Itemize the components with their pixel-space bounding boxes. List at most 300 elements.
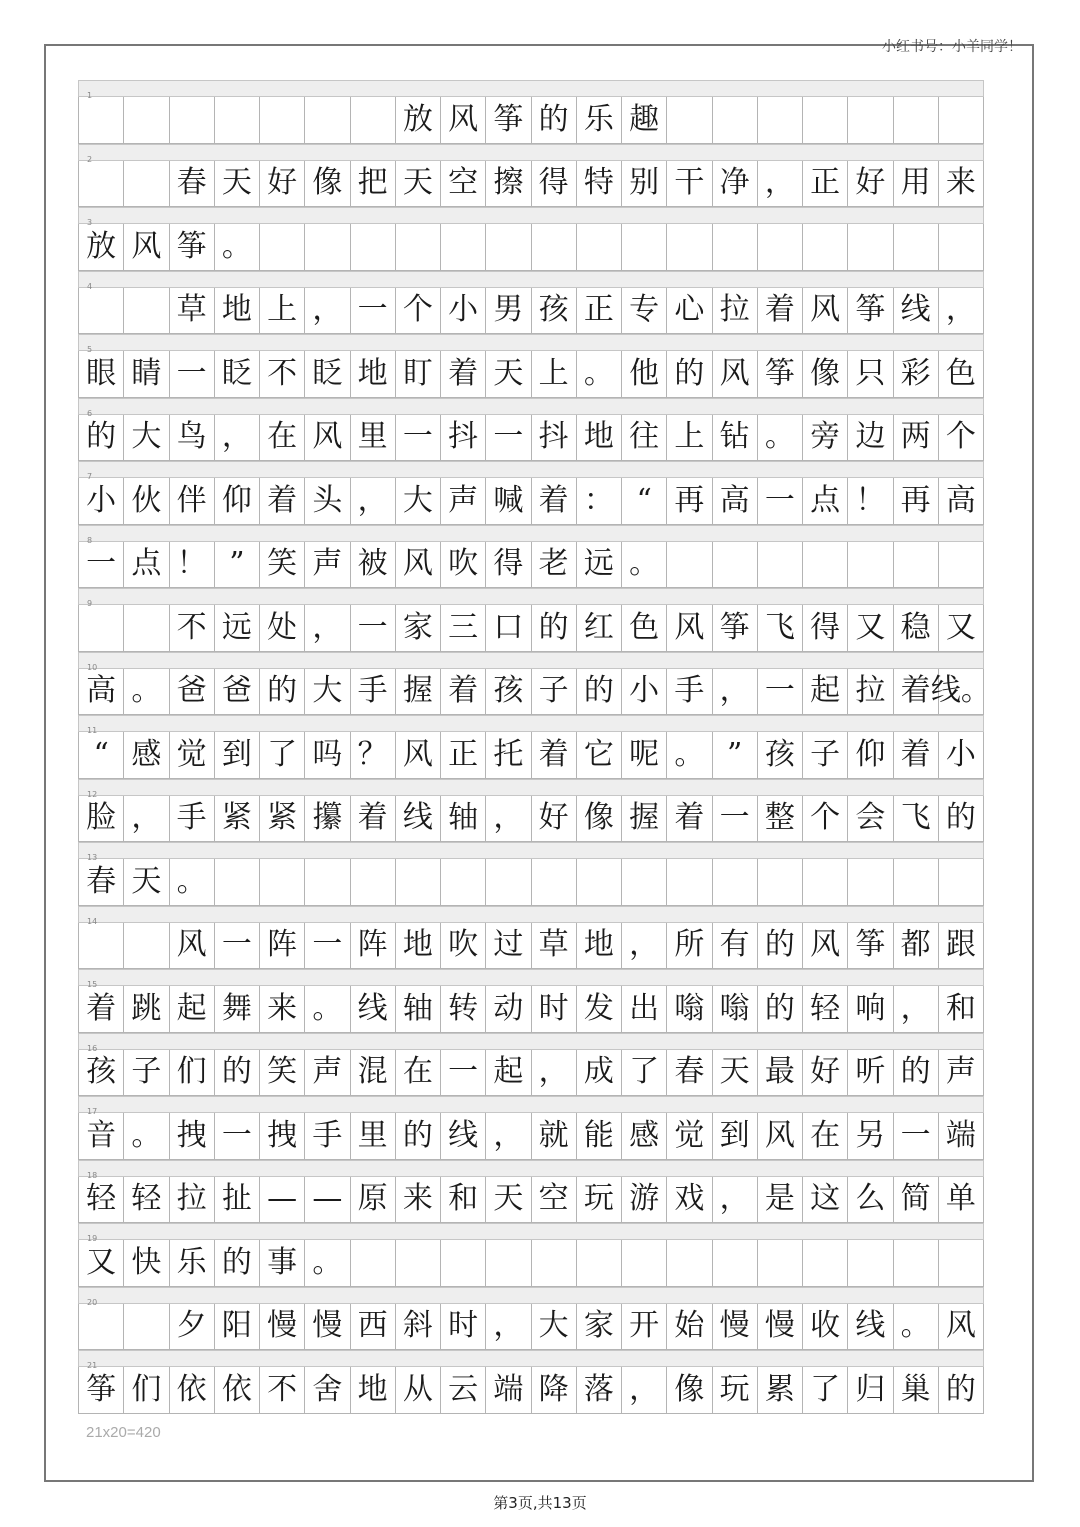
row-cells bbox=[78, 161, 984, 208]
grid-cell: 风 bbox=[170, 923, 215, 970]
grid-cell: 抖 bbox=[441, 415, 486, 462]
grid-cell: 仰 bbox=[848, 732, 893, 779]
grid-cell: 了 bbox=[260, 732, 305, 779]
grid-cell: 手 bbox=[351, 669, 396, 716]
grid-cell: 春 bbox=[667, 1050, 712, 1097]
grid-cell: 线 bbox=[441, 1113, 486, 1160]
grid-cell: 小 bbox=[441, 288, 486, 335]
watermark: 小红书号：小羊同学！ bbox=[882, 39, 1022, 55]
grid-cell: 着 bbox=[441, 669, 486, 716]
grid-cell: 旁 bbox=[803, 415, 848, 462]
grid-cell bbox=[170, 97, 215, 144]
grid-cell: 一 bbox=[351, 605, 396, 652]
grid-cell: 有 bbox=[713, 923, 758, 970]
grid-cell: 动 bbox=[486, 986, 531, 1033]
grid-cell: 混 bbox=[351, 1050, 396, 1097]
grid-cell: 上 bbox=[260, 288, 305, 335]
grid-cell: 个 bbox=[396, 288, 441, 335]
grid-cell bbox=[532, 859, 577, 906]
grid-cell bbox=[124, 161, 169, 208]
grid-cell: 落 bbox=[577, 1367, 622, 1414]
grid-cell: 里 bbox=[351, 1113, 396, 1160]
grid-cell: 天 bbox=[396, 161, 441, 208]
grid-cell: 斜 bbox=[396, 1304, 441, 1351]
grid-cell: 们 bbox=[170, 1050, 215, 1097]
grid-cell bbox=[894, 1240, 939, 1287]
grid-cell: 笑 bbox=[260, 542, 305, 589]
grid-cell: 好 bbox=[532, 796, 577, 843]
grid-cell: 它 bbox=[577, 732, 622, 779]
grid-cell: 孩 bbox=[79, 1050, 124, 1097]
grid-cell: 的 bbox=[667, 351, 712, 398]
row-number: 15 bbox=[87, 980, 98, 989]
row-cells bbox=[78, 796, 984, 843]
grid-cell bbox=[486, 859, 531, 906]
grid-cell: 伴 bbox=[170, 478, 215, 525]
grid-cell bbox=[396, 859, 441, 906]
grid-cell: 抖 bbox=[532, 415, 577, 462]
grid-cell: 握 bbox=[622, 796, 667, 843]
grid-cell: 阵 bbox=[260, 923, 305, 970]
grid-cell: 风 bbox=[713, 351, 758, 398]
grid-row bbox=[78, 1223, 984, 1287]
grid-cell: 事 bbox=[260, 1240, 305, 1287]
row-cells bbox=[78, 605, 984, 652]
grid-cell: 点 bbox=[803, 478, 848, 525]
grid-cell: ， bbox=[486, 1304, 531, 1351]
row-separator-strip bbox=[78, 1096, 984, 1116]
grid-cell: 紧 bbox=[215, 796, 260, 843]
grid-cell: 来 bbox=[939, 161, 984, 208]
grid-cell bbox=[215, 97, 260, 144]
grid-cell: 线 bbox=[894, 288, 939, 335]
grid-cell: 高 bbox=[939, 478, 984, 525]
grid-cell: 着 bbox=[894, 669, 939, 716]
row-separator-strip bbox=[78, 1350, 984, 1370]
row-cells bbox=[78, 1177, 984, 1224]
grid-cell bbox=[848, 1240, 893, 1287]
grid-cell: 心 bbox=[667, 288, 712, 335]
grid-cell: 快 bbox=[124, 1240, 169, 1287]
grid-cell bbox=[939, 542, 984, 589]
grid-cell bbox=[124, 923, 169, 970]
row-separator-strip bbox=[78, 271, 984, 291]
grid-row bbox=[78, 588, 984, 652]
grid-cell: 春 bbox=[170, 161, 215, 208]
grid-cell bbox=[486, 1240, 531, 1287]
grid-cell: 。 bbox=[124, 1113, 169, 1160]
grid-cell: 睛 bbox=[124, 351, 169, 398]
grid-cell: 三 bbox=[441, 605, 486, 652]
grid-cell: 到 bbox=[215, 732, 260, 779]
row-cells bbox=[78, 669, 991, 716]
grid-cell: 小 bbox=[939, 732, 984, 779]
grid-cell: 他 bbox=[622, 351, 667, 398]
grid-cell: 的 bbox=[532, 97, 577, 144]
grid-cell: 不 bbox=[260, 1367, 305, 1414]
row-separator-strip bbox=[78, 1223, 984, 1243]
grid-cell: 地 bbox=[351, 351, 396, 398]
grid-cell: 不 bbox=[170, 605, 215, 652]
grid-cell: 觉 bbox=[170, 732, 215, 779]
grid-cell: ， bbox=[758, 161, 803, 208]
grid-cell: 着 bbox=[260, 478, 305, 525]
grid-cell: ， bbox=[351, 478, 396, 525]
grid-cell: 能 bbox=[577, 1113, 622, 1160]
grid-cell bbox=[667, 1240, 712, 1287]
row-cells bbox=[78, 288, 984, 335]
grid-cell: 草 bbox=[170, 288, 215, 335]
grid-cell: 筝 bbox=[486, 97, 531, 144]
grid-cell: 跳 bbox=[124, 986, 169, 1033]
row-number: 12 bbox=[87, 789, 98, 799]
grid-cell: 吹 bbox=[441, 923, 486, 970]
grid-cell: 们 bbox=[124, 1367, 169, 1414]
grid-cell: 收 bbox=[803, 1304, 848, 1351]
grid-cell: 一 bbox=[351, 288, 396, 335]
grid-cell: 空 bbox=[441, 161, 486, 208]
grid-cell: 依 bbox=[170, 1367, 215, 1414]
grid-cell: 拽 bbox=[170, 1113, 215, 1160]
row-number: 11 bbox=[87, 726, 98, 735]
grid-cell: 喊 bbox=[486, 478, 531, 525]
grid-cell: 一 bbox=[713, 796, 758, 843]
grid-cell: 地 bbox=[577, 415, 622, 462]
grid-cell: 盯 bbox=[396, 351, 441, 398]
row-separator-strip bbox=[78, 652, 984, 672]
grid-cell: “ bbox=[622, 478, 667, 525]
grid-cell: 拽 bbox=[260, 1113, 305, 1160]
grid-cell: 放 bbox=[396, 97, 441, 144]
grid-cell: 整 bbox=[758, 796, 803, 843]
grid-cell bbox=[351, 1240, 396, 1287]
grid-cell: 草 bbox=[532, 923, 577, 970]
grid-cell: 风 bbox=[758, 1113, 803, 1160]
grid-cell: 天 bbox=[486, 351, 531, 398]
grid-cell: 。 bbox=[305, 986, 350, 1033]
grid-cell: 在 bbox=[396, 1050, 441, 1097]
grid-cell: 把 bbox=[351, 161, 396, 208]
row-number: 17 bbox=[87, 1107, 98, 1116]
grid-cell: 着 bbox=[667, 796, 712, 843]
grid-cell: 筝 bbox=[79, 1367, 124, 1414]
grid-cell: 风 bbox=[803, 923, 848, 970]
grid-cell: 两 bbox=[894, 415, 939, 462]
grid-cell bbox=[667, 859, 712, 906]
grid-cell bbox=[713, 97, 758, 144]
grid-cell: 一 bbox=[894, 1113, 939, 1160]
grid-cell: 游 bbox=[622, 1177, 667, 1224]
grid-cell: 最 bbox=[758, 1050, 803, 1097]
grid-cell bbox=[758, 1240, 803, 1287]
grid-cell: 云 bbox=[441, 1367, 486, 1414]
grid-cell bbox=[79, 1304, 124, 1351]
grid-cell bbox=[577, 224, 622, 271]
grid-cell: 的 bbox=[260, 669, 305, 716]
grid-cell bbox=[532, 1240, 577, 1287]
grid-cell: 像 bbox=[305, 161, 350, 208]
grid-cell: 一 bbox=[79, 542, 124, 589]
grid-cell: 着 bbox=[351, 796, 396, 843]
grid-cell: 筝 bbox=[848, 288, 893, 335]
grid-cell bbox=[260, 224, 305, 271]
grid-cell: 正 bbox=[441, 732, 486, 779]
grid-cell: 一 bbox=[215, 923, 260, 970]
row-number: 8 bbox=[87, 535, 93, 545]
row-number: 2 bbox=[87, 154, 93, 164]
grid-cell bbox=[124, 605, 169, 652]
row-number: 10 bbox=[87, 662, 98, 672]
grid-cell: 过 bbox=[486, 923, 531, 970]
grid-cell bbox=[532, 224, 577, 271]
grid-cell: 上 bbox=[532, 351, 577, 398]
grid-row bbox=[78, 80, 984, 144]
row-separator-strip bbox=[78, 842, 984, 862]
grid-cell: 听 bbox=[848, 1050, 893, 1097]
row-separator-strip bbox=[78, 779, 984, 799]
grid-cell: 地 bbox=[351, 1367, 396, 1414]
grid-cell bbox=[939, 224, 984, 271]
grid-cell: 端 bbox=[486, 1367, 531, 1414]
grid-cell: 老 bbox=[532, 542, 577, 589]
grid-cell: 起 bbox=[170, 986, 215, 1033]
grid-cell: 风 bbox=[305, 415, 350, 462]
row-number: 4 bbox=[87, 281, 93, 291]
grid-cell bbox=[441, 859, 486, 906]
grid-cell: 端 bbox=[939, 1113, 984, 1160]
page-number: 第3页,共13页 bbox=[493, 1494, 587, 1512]
grid-cell: ， bbox=[713, 669, 758, 716]
grid-row bbox=[78, 842, 984, 906]
grid-cell: 拉 bbox=[170, 1177, 215, 1224]
grid-cell: 轴 bbox=[441, 796, 486, 843]
grid-cell: 线 bbox=[848, 1304, 893, 1351]
row-number: 7 bbox=[87, 472, 93, 481]
grid-cell: 大 bbox=[124, 415, 169, 462]
grid-cell bbox=[124, 288, 169, 335]
grid-cell: 一 bbox=[758, 669, 803, 716]
grid-cell: 正 bbox=[803, 161, 848, 208]
grid-cell: 小 bbox=[622, 669, 667, 716]
grid-cell bbox=[803, 542, 848, 589]
row-number: 16 bbox=[87, 1043, 98, 1053]
grid-cell: ， bbox=[894, 986, 939, 1033]
grid-cell: 声 bbox=[441, 478, 486, 525]
grid-cell: 一 bbox=[441, 1050, 486, 1097]
grid-cell: 爸 bbox=[215, 669, 260, 716]
grid-cell: 降 bbox=[532, 1367, 577, 1414]
grid-cell bbox=[305, 224, 350, 271]
grid-cell: 仰 bbox=[215, 478, 260, 525]
grid-cell bbox=[848, 859, 893, 906]
row-separator-strip bbox=[78, 461, 984, 481]
grid-cell: 天 bbox=[713, 1050, 758, 1097]
grid-cell: 慢 bbox=[758, 1304, 803, 1351]
grid-cell: ” bbox=[713, 732, 758, 779]
grid-cell bbox=[396, 1240, 441, 1287]
grid-cell: 单 bbox=[939, 1177, 984, 1224]
grid-cell: 轻 bbox=[79, 1177, 124, 1224]
grid-cell: 再 bbox=[894, 478, 939, 525]
grid-cell: 大 bbox=[305, 669, 350, 716]
grid-cell: 头 bbox=[305, 478, 350, 525]
grid-cell: 和 bbox=[939, 986, 984, 1033]
grid-cell: 归 bbox=[848, 1367, 893, 1414]
grid-cell: 风 bbox=[667, 605, 712, 652]
row-separator-strip bbox=[78, 1160, 984, 1180]
grid-cell: 伙 bbox=[124, 478, 169, 525]
grid-cell: 点 bbox=[124, 542, 169, 589]
grid-cell: 天 bbox=[486, 1177, 531, 1224]
grid-cell: 和 bbox=[441, 1177, 486, 1224]
grid-cell: 色 bbox=[622, 605, 667, 652]
grid-cell: ： bbox=[577, 478, 622, 525]
grid-cell: — bbox=[305, 1177, 350, 1224]
grid-cell: 线 bbox=[396, 796, 441, 843]
grid-cell: 往 bbox=[622, 415, 667, 462]
grid-cell: 线 bbox=[351, 986, 396, 1033]
grid-cell: 嗡 bbox=[713, 986, 758, 1033]
grid-cell: 春 bbox=[79, 859, 124, 906]
grid-cell: 慢 bbox=[260, 1304, 305, 1351]
grid-cell: 子 bbox=[803, 732, 848, 779]
grid-cell: 拉 bbox=[713, 288, 758, 335]
grid-cell: 的 bbox=[79, 415, 124, 462]
grid-cell: 攥 bbox=[305, 796, 350, 843]
row-cells bbox=[78, 986, 984, 1033]
grid-cell: ， bbox=[939, 288, 984, 335]
grid-cell: 天 bbox=[124, 859, 169, 906]
grid-cell bbox=[622, 859, 667, 906]
grid-row bbox=[78, 1350, 984, 1414]
grid-cell bbox=[713, 859, 758, 906]
grid-cell bbox=[260, 97, 305, 144]
grid-cell: 着 bbox=[894, 732, 939, 779]
grid-cell bbox=[667, 97, 712, 144]
grid-cell bbox=[758, 859, 803, 906]
grid-cell: 孩 bbox=[532, 288, 577, 335]
grid-cell: ？ bbox=[351, 732, 396, 779]
grid-cell: 上 bbox=[667, 415, 712, 462]
grid-cell bbox=[79, 97, 124, 144]
row-number: 5 bbox=[87, 345, 93, 354]
grid-cell: 被 bbox=[351, 542, 396, 589]
grid-cell: 风 bbox=[939, 1304, 984, 1351]
grid-cell bbox=[124, 1304, 169, 1351]
grid-cell: 舞 bbox=[215, 986, 260, 1033]
grid-cell: 远 bbox=[215, 605, 260, 652]
grid-cell: 乐 bbox=[577, 97, 622, 144]
grid-cell: 另 bbox=[848, 1113, 893, 1160]
grid-cell: 轴 bbox=[396, 986, 441, 1033]
grid-cell bbox=[577, 1240, 622, 1287]
row-cells bbox=[78, 1240, 984, 1287]
grid-cell: ！ bbox=[170, 542, 215, 589]
grid-cell: 风 bbox=[803, 288, 848, 335]
grid-cell: 地 bbox=[396, 923, 441, 970]
grid-cell bbox=[215, 859, 260, 906]
grid-cell: 一 bbox=[486, 415, 531, 462]
grid-cell: 边 bbox=[848, 415, 893, 462]
grid-cell bbox=[124, 97, 169, 144]
grid-cell: 感 bbox=[622, 1113, 667, 1160]
grid-cell: 着 bbox=[441, 351, 486, 398]
grid-cell bbox=[803, 859, 848, 906]
grid-cell: 用 bbox=[894, 161, 939, 208]
grid-cell: 地 bbox=[577, 923, 622, 970]
row-number: 18 bbox=[87, 1170, 98, 1180]
grid-cell bbox=[939, 859, 984, 906]
grid-cell: 。 bbox=[215, 224, 260, 271]
grid-cell bbox=[396, 224, 441, 271]
row-cells bbox=[78, 1304, 984, 1351]
grid-cell: 了 bbox=[803, 1367, 848, 1414]
grid-cell: 这 bbox=[803, 1177, 848, 1224]
grid-row bbox=[78, 525, 984, 589]
grid-cell: 感 bbox=[124, 732, 169, 779]
grid-cell: 筝 bbox=[170, 224, 215, 271]
grid-cell: ， bbox=[532, 1050, 577, 1097]
grid-cell: 好 bbox=[803, 1050, 848, 1097]
grid-cell bbox=[667, 224, 712, 271]
grid-cell: 的 bbox=[577, 669, 622, 716]
grid-cell: 着 bbox=[758, 288, 803, 335]
grid-cell: 空 bbox=[532, 1177, 577, 1224]
grid-cell bbox=[351, 224, 396, 271]
grid-cell bbox=[441, 1240, 486, 1287]
grid-cell: 爸 bbox=[170, 669, 215, 716]
row-separator-strip bbox=[78, 906, 984, 926]
grid-cell bbox=[79, 288, 124, 335]
grid-cell: 成 bbox=[577, 1050, 622, 1097]
grid-cell: 专 bbox=[622, 288, 667, 335]
row-separator-strip bbox=[78, 144, 984, 164]
grid-cell bbox=[486, 224, 531, 271]
grid-cell: 笑 bbox=[260, 1050, 305, 1097]
grid-cell: 的 bbox=[215, 1050, 260, 1097]
grid-cell: 筝 bbox=[758, 351, 803, 398]
row-separator-strip bbox=[78, 398, 984, 418]
grid-cell: ， bbox=[305, 288, 350, 335]
grid-cell: 跟 bbox=[939, 923, 984, 970]
row-number: 19 bbox=[87, 1234, 98, 1243]
grid-cell bbox=[803, 224, 848, 271]
grid-cell: 只 bbox=[848, 351, 893, 398]
grid-cell: 子 bbox=[124, 1050, 169, 1097]
grid-cell: 像 bbox=[667, 1367, 712, 1414]
grid-cell: ， bbox=[215, 415, 260, 462]
grid-cell: 手 bbox=[305, 1113, 350, 1160]
grid-cell: 在 bbox=[803, 1113, 848, 1160]
grid-cell: 好 bbox=[260, 161, 305, 208]
grid-cell: 彩 bbox=[894, 351, 939, 398]
grid-cell: ， bbox=[124, 796, 169, 843]
grid-cell: 到 bbox=[713, 1113, 758, 1160]
grid-cell: 着 bbox=[532, 478, 577, 525]
row-cells bbox=[78, 478, 984, 525]
grid-cell: 天 bbox=[215, 161, 260, 208]
grid-cell: ， bbox=[622, 1367, 667, 1414]
grid-cell: 紧 bbox=[260, 796, 305, 843]
row-separator-strip bbox=[78, 1287, 984, 1307]
grid-cell: 男 bbox=[486, 288, 531, 335]
grid-cell: 个 bbox=[939, 415, 984, 462]
grid-cell: 再 bbox=[667, 478, 712, 525]
grid-cell: 手 bbox=[667, 669, 712, 716]
grid-cell: 开 bbox=[622, 1304, 667, 1351]
grid-cell: 飞 bbox=[894, 796, 939, 843]
grid-row bbox=[78, 398, 984, 462]
